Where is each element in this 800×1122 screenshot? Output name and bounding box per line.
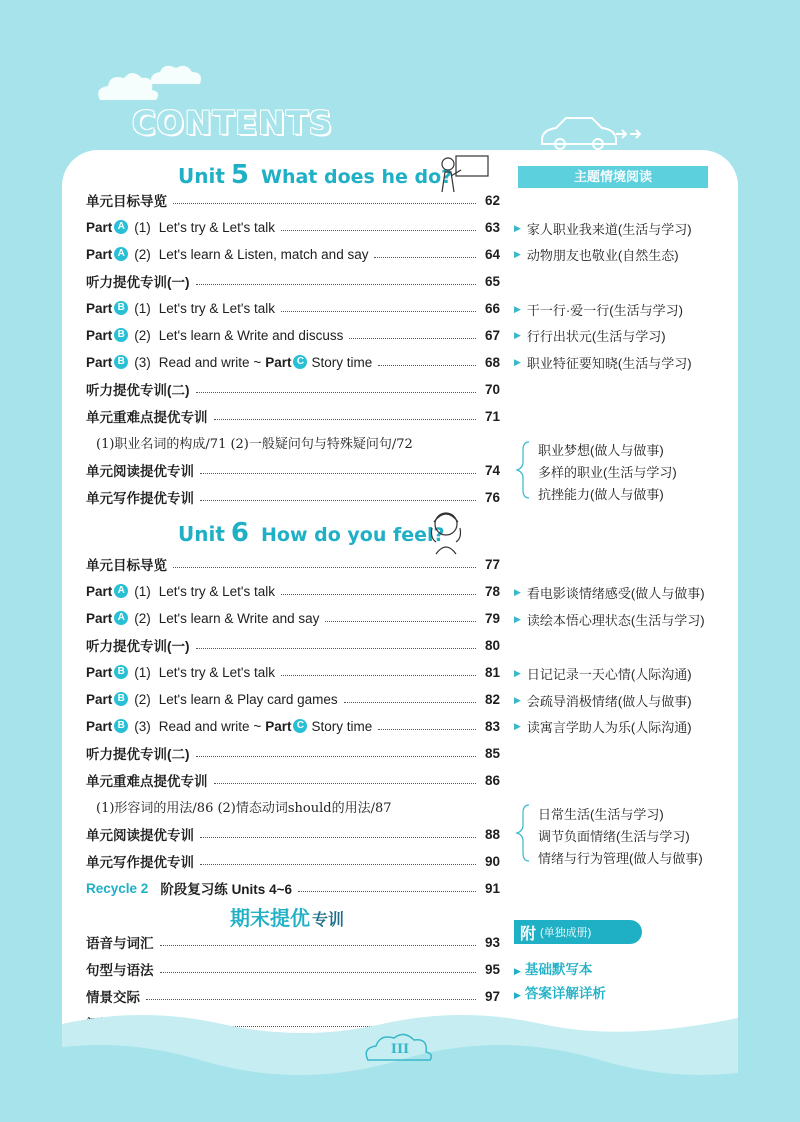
arrow-icon: ▶ bbox=[514, 356, 521, 367]
part-label: Part bbox=[86, 583, 113, 599]
toc-row-label: 听力提优专训(一) bbox=[86, 275, 190, 290]
page-ref: 63 bbox=[484, 219, 500, 235]
toc-row-label: 单元重难点提优专训 bbox=[86, 774, 208, 789]
girl-icon bbox=[426, 508, 466, 556]
part-label: Part bbox=[86, 354, 113, 370]
page-ref: 81 bbox=[484, 664, 500, 680]
dot-leader bbox=[344, 702, 476, 703]
page-ref: 70 bbox=[484, 381, 500, 397]
dot-leader bbox=[281, 311, 476, 312]
page-ref: 66 bbox=[484, 300, 500, 316]
brace-icon bbox=[515, 803, 531, 863]
theme-reading-item[interactable]: 情绪与行为管理(做人与做事) bbox=[538, 851, 703, 866]
theme-reading-item[interactable]: 日常生活(生活与学习) bbox=[538, 807, 664, 822]
page-ref: 85 bbox=[484, 745, 500, 761]
part-badge: A bbox=[114, 247, 128, 261]
part-label: Part bbox=[265, 354, 292, 370]
page-ref: 74 bbox=[484, 462, 500, 478]
dot-leader bbox=[196, 648, 477, 649]
final-heading: 期末提优 专训 bbox=[230, 908, 345, 930]
part-label: Part bbox=[86, 718, 113, 734]
page-ref: 88 bbox=[484, 826, 500, 842]
toc-row-recycle[interactable]: Recycle 2 阶段复习练 Units 4~6 91 bbox=[86, 880, 500, 897]
dot-leader bbox=[196, 756, 477, 757]
toc-row[interactable] bbox=[86, 190, 500, 210]
arrow-icon: ▶ bbox=[514, 613, 521, 624]
toc-row[interactable]: Part A (1) Let's try & Let's talk 78 bbox=[86, 583, 500, 599]
cloud-icon bbox=[92, 60, 232, 110]
dot-leader bbox=[281, 675, 476, 676]
part-badge: A bbox=[114, 584, 128, 598]
toc-row-label: 听力提优专训(一) bbox=[86, 639, 190, 654]
page-ref: 86 bbox=[484, 772, 500, 788]
theme-reading-item[interactable]: ▶ 日记记录一天心情(人际沟通) bbox=[514, 666, 692, 682]
toc-row[interactable] bbox=[86, 635, 500, 655]
theme-reading-item[interactable]: ▶ 读绘本悟心理状态(生活与学习) bbox=[514, 612, 705, 628]
part-label: Part bbox=[265, 718, 292, 734]
arrow-icon: ▶ bbox=[514, 667, 521, 678]
page-ref: 97 bbox=[484, 988, 500, 1004]
theme-reading-item[interactable]: ▶ 会疏导消极情绪(做人与做事) bbox=[514, 693, 692, 709]
part-label: Part bbox=[86, 610, 113, 626]
toc-row-label: 单元写作提优专训 bbox=[86, 855, 194, 870]
part-badge: A bbox=[114, 611, 128, 625]
page-ref: 67 bbox=[484, 327, 500, 343]
toc-row-label: 听力提优专训(二) bbox=[86, 747, 190, 762]
toc-row[interactable] bbox=[86, 379, 500, 399]
appendix-item[interactable]: ▶ 答案详解详析 bbox=[514, 986, 606, 1001]
arrow-icon: ▶ bbox=[514, 586, 521, 597]
part-label: Part bbox=[86, 691, 113, 707]
dot-leader bbox=[200, 864, 476, 865]
dot-leader bbox=[196, 284, 477, 285]
part-badge: C bbox=[293, 355, 307, 369]
toc-row-label: 单元重难点提优专训 bbox=[86, 410, 208, 425]
page-ref: 78 bbox=[484, 583, 500, 599]
dot-leader bbox=[378, 729, 476, 730]
arrow-icon: ▶ bbox=[514, 694, 521, 705]
appendix-item[interactable]: ▶ 基础默写本 bbox=[514, 962, 593, 977]
arrow-icon: ▶ bbox=[514, 248, 521, 259]
dot-leader bbox=[325, 621, 476, 622]
page-ref: 68 bbox=[484, 354, 500, 370]
part-badge: B bbox=[114, 355, 128, 369]
toc-row[interactable] bbox=[86, 554, 500, 574]
dot-leader bbox=[200, 837, 476, 838]
toc-row[interactable]: Part A (2) Let's learn & Write and say 79 bbox=[86, 610, 500, 626]
toc-row-label: 情景交际 bbox=[86, 990, 140, 1005]
toc-row-label: 单元阅读提优专训 bbox=[86, 828, 194, 843]
toc-row[interactable] bbox=[86, 460, 500, 480]
dot-leader bbox=[200, 473, 476, 474]
sidebar-header: 主题情境阅读 bbox=[518, 166, 708, 188]
dot-leader bbox=[378, 365, 476, 366]
page-ref: 83 bbox=[484, 718, 500, 734]
part-label: Part bbox=[86, 664, 113, 680]
toc-row-label: 单元阅读提优专训 bbox=[86, 464, 194, 479]
arrow-icon: ▶ bbox=[514, 720, 521, 731]
theme-reading-item[interactable]: ▶ 职业特征要知晓(生活与学习) bbox=[514, 355, 692, 371]
dot-leader bbox=[374, 257, 476, 258]
page-ref: 71 bbox=[484, 408, 500, 424]
part-badge: B bbox=[114, 328, 128, 342]
toc-row[interactable] bbox=[86, 824, 500, 844]
arrow-icon: ▶ bbox=[514, 222, 521, 233]
page-ref: 76 bbox=[484, 489, 500, 505]
unit6-note: (1)形容词的用法/86 (2)情态动词should的用法/87 bbox=[96, 801, 392, 816]
toc-row[interactable]: Part B (2) Let's learn & Play card games 82 bbox=[86, 691, 500, 707]
dot-leader bbox=[281, 230, 476, 231]
theme-reading-item[interactable]: ▶ 动物朋友也敬业(自然生态) bbox=[514, 247, 679, 263]
toc-row-label: 听力提优专训(二) bbox=[86, 383, 190, 398]
theme-reading-item[interactable]: 职业梦想(做人与做事) bbox=[538, 443, 664, 458]
theme-reading-item[interactable]: ▶ 读寓言学助人为乐(人际沟通) bbox=[514, 719, 692, 735]
toc-row[interactable] bbox=[86, 743, 500, 763]
arrow-icon: ▶ bbox=[514, 329, 521, 340]
theme-reading-item[interactable]: ▶ 干一行·爱一行(生活与学习) bbox=[514, 302, 683, 318]
page-ref: 95 bbox=[484, 961, 500, 977]
toc-row[interactable]: Part A (1) Let's try & Let's talk 63 bbox=[86, 219, 500, 235]
theme-reading-item[interactable]: 多样的职业(生活与学习) bbox=[538, 465, 677, 480]
theme-reading-item[interactable]: 抗挫能力(做人与做事) bbox=[538, 487, 664, 502]
page-ref: 79 bbox=[484, 610, 500, 626]
dot-leader bbox=[214, 783, 477, 784]
toc-row[interactable] bbox=[86, 406, 500, 426]
theme-reading-item[interactable]: ▶ 家人职业我来道(生活与学习) bbox=[514, 221, 692, 237]
page-ref: 82 bbox=[484, 691, 500, 707]
toc-row[interactable]: Part B (3) Read and write ~ Part C Story time 83 bbox=[86, 718, 500, 734]
page-ref: 77 bbox=[484, 556, 500, 572]
toc-row[interactable]: Part A (2) Let's learn & Listen, match and say 64 bbox=[86, 246, 500, 262]
dot-leader bbox=[214, 419, 477, 420]
toc-row[interactable]: Part B (3) Read and write ~ Part C Story time 68 bbox=[86, 354, 500, 370]
dot-leader bbox=[160, 972, 477, 973]
part-label: Part bbox=[86, 300, 113, 316]
page-ref: 65 bbox=[484, 273, 500, 289]
page-ref: 64 bbox=[484, 246, 500, 262]
part-badge: B bbox=[114, 665, 128, 679]
dot-leader bbox=[349, 338, 476, 339]
toc-row-label: 语音与词汇 bbox=[86, 936, 154, 951]
unit5-note: (1)职业名词的构成/71 (2)一般疑问句与特殊疑问句/72 bbox=[96, 437, 413, 452]
toc-row[interactable] bbox=[86, 271, 500, 291]
toc-row-label: 单元目标导览 bbox=[86, 194, 167, 209]
teacher-icon bbox=[436, 154, 492, 194]
dot-leader bbox=[281, 594, 476, 595]
toc-row[interactable] bbox=[86, 851, 500, 871]
part-label: Part bbox=[86, 219, 113, 235]
part-badge: C bbox=[293, 719, 307, 733]
page-number: III bbox=[390, 1042, 410, 1057]
toc-row[interactable] bbox=[86, 770, 500, 790]
part-label: Part bbox=[86, 327, 113, 343]
appendix-banner: 附 (单独成册) bbox=[514, 920, 642, 944]
toc-row-label: 单元目标导览 bbox=[86, 558, 167, 573]
toc-row[interactable] bbox=[86, 487, 500, 507]
theme-reading-item[interactable]: ▶ 看电影谈情绪感受(做人与做事) bbox=[514, 585, 705, 601]
part-badge: A bbox=[114, 220, 128, 234]
theme-reading-item[interactable]: ▶ 行行出状元(生活与学习) bbox=[514, 328, 666, 344]
car-icon bbox=[536, 112, 646, 152]
toc-row[interactable]: Part B (2) Let's learn & Write and discuss 67 bbox=[86, 327, 500, 343]
dot-leader bbox=[196, 392, 477, 393]
unit5-heading: Unit 5 What does he do? bbox=[178, 160, 453, 190]
toc-row[interactable]: Part B (1) Let's try & Let's talk 66 bbox=[86, 300, 500, 316]
arrow-icon: ▶ bbox=[514, 303, 521, 314]
toc-row-label: 单元写作提优专训 bbox=[86, 491, 194, 506]
dot-leader bbox=[200, 500, 476, 501]
page-title: CONTENTS bbox=[132, 104, 333, 142]
page-ref: 90 bbox=[484, 853, 500, 869]
toc-row[interactable]: Part B (1) Let's try & Let's talk 81 bbox=[86, 664, 500, 680]
unit6-heading: Unit 6 How do you feel? bbox=[178, 518, 445, 548]
toc-row[interactable] bbox=[86, 959, 500, 979]
theme-reading-item[interactable]: 调节负面情绪(生活与学习) bbox=[538, 829, 690, 844]
brace-icon bbox=[515, 440, 531, 500]
part-badge: B bbox=[114, 692, 128, 706]
toc-row-label: 句型与语法 bbox=[86, 963, 154, 978]
dot-leader bbox=[173, 203, 476, 204]
part-label: Part bbox=[86, 246, 113, 262]
page-ref: 62 bbox=[484, 192, 500, 208]
dot-leader bbox=[173, 567, 476, 568]
page-ref: 80 bbox=[484, 637, 500, 653]
page-ref: 93 bbox=[484, 934, 500, 950]
part-badge: B bbox=[114, 719, 128, 733]
toc-row[interactable] bbox=[86, 932, 500, 952]
part-badge: B bbox=[114, 301, 128, 315]
dot-leader bbox=[160, 945, 477, 946]
